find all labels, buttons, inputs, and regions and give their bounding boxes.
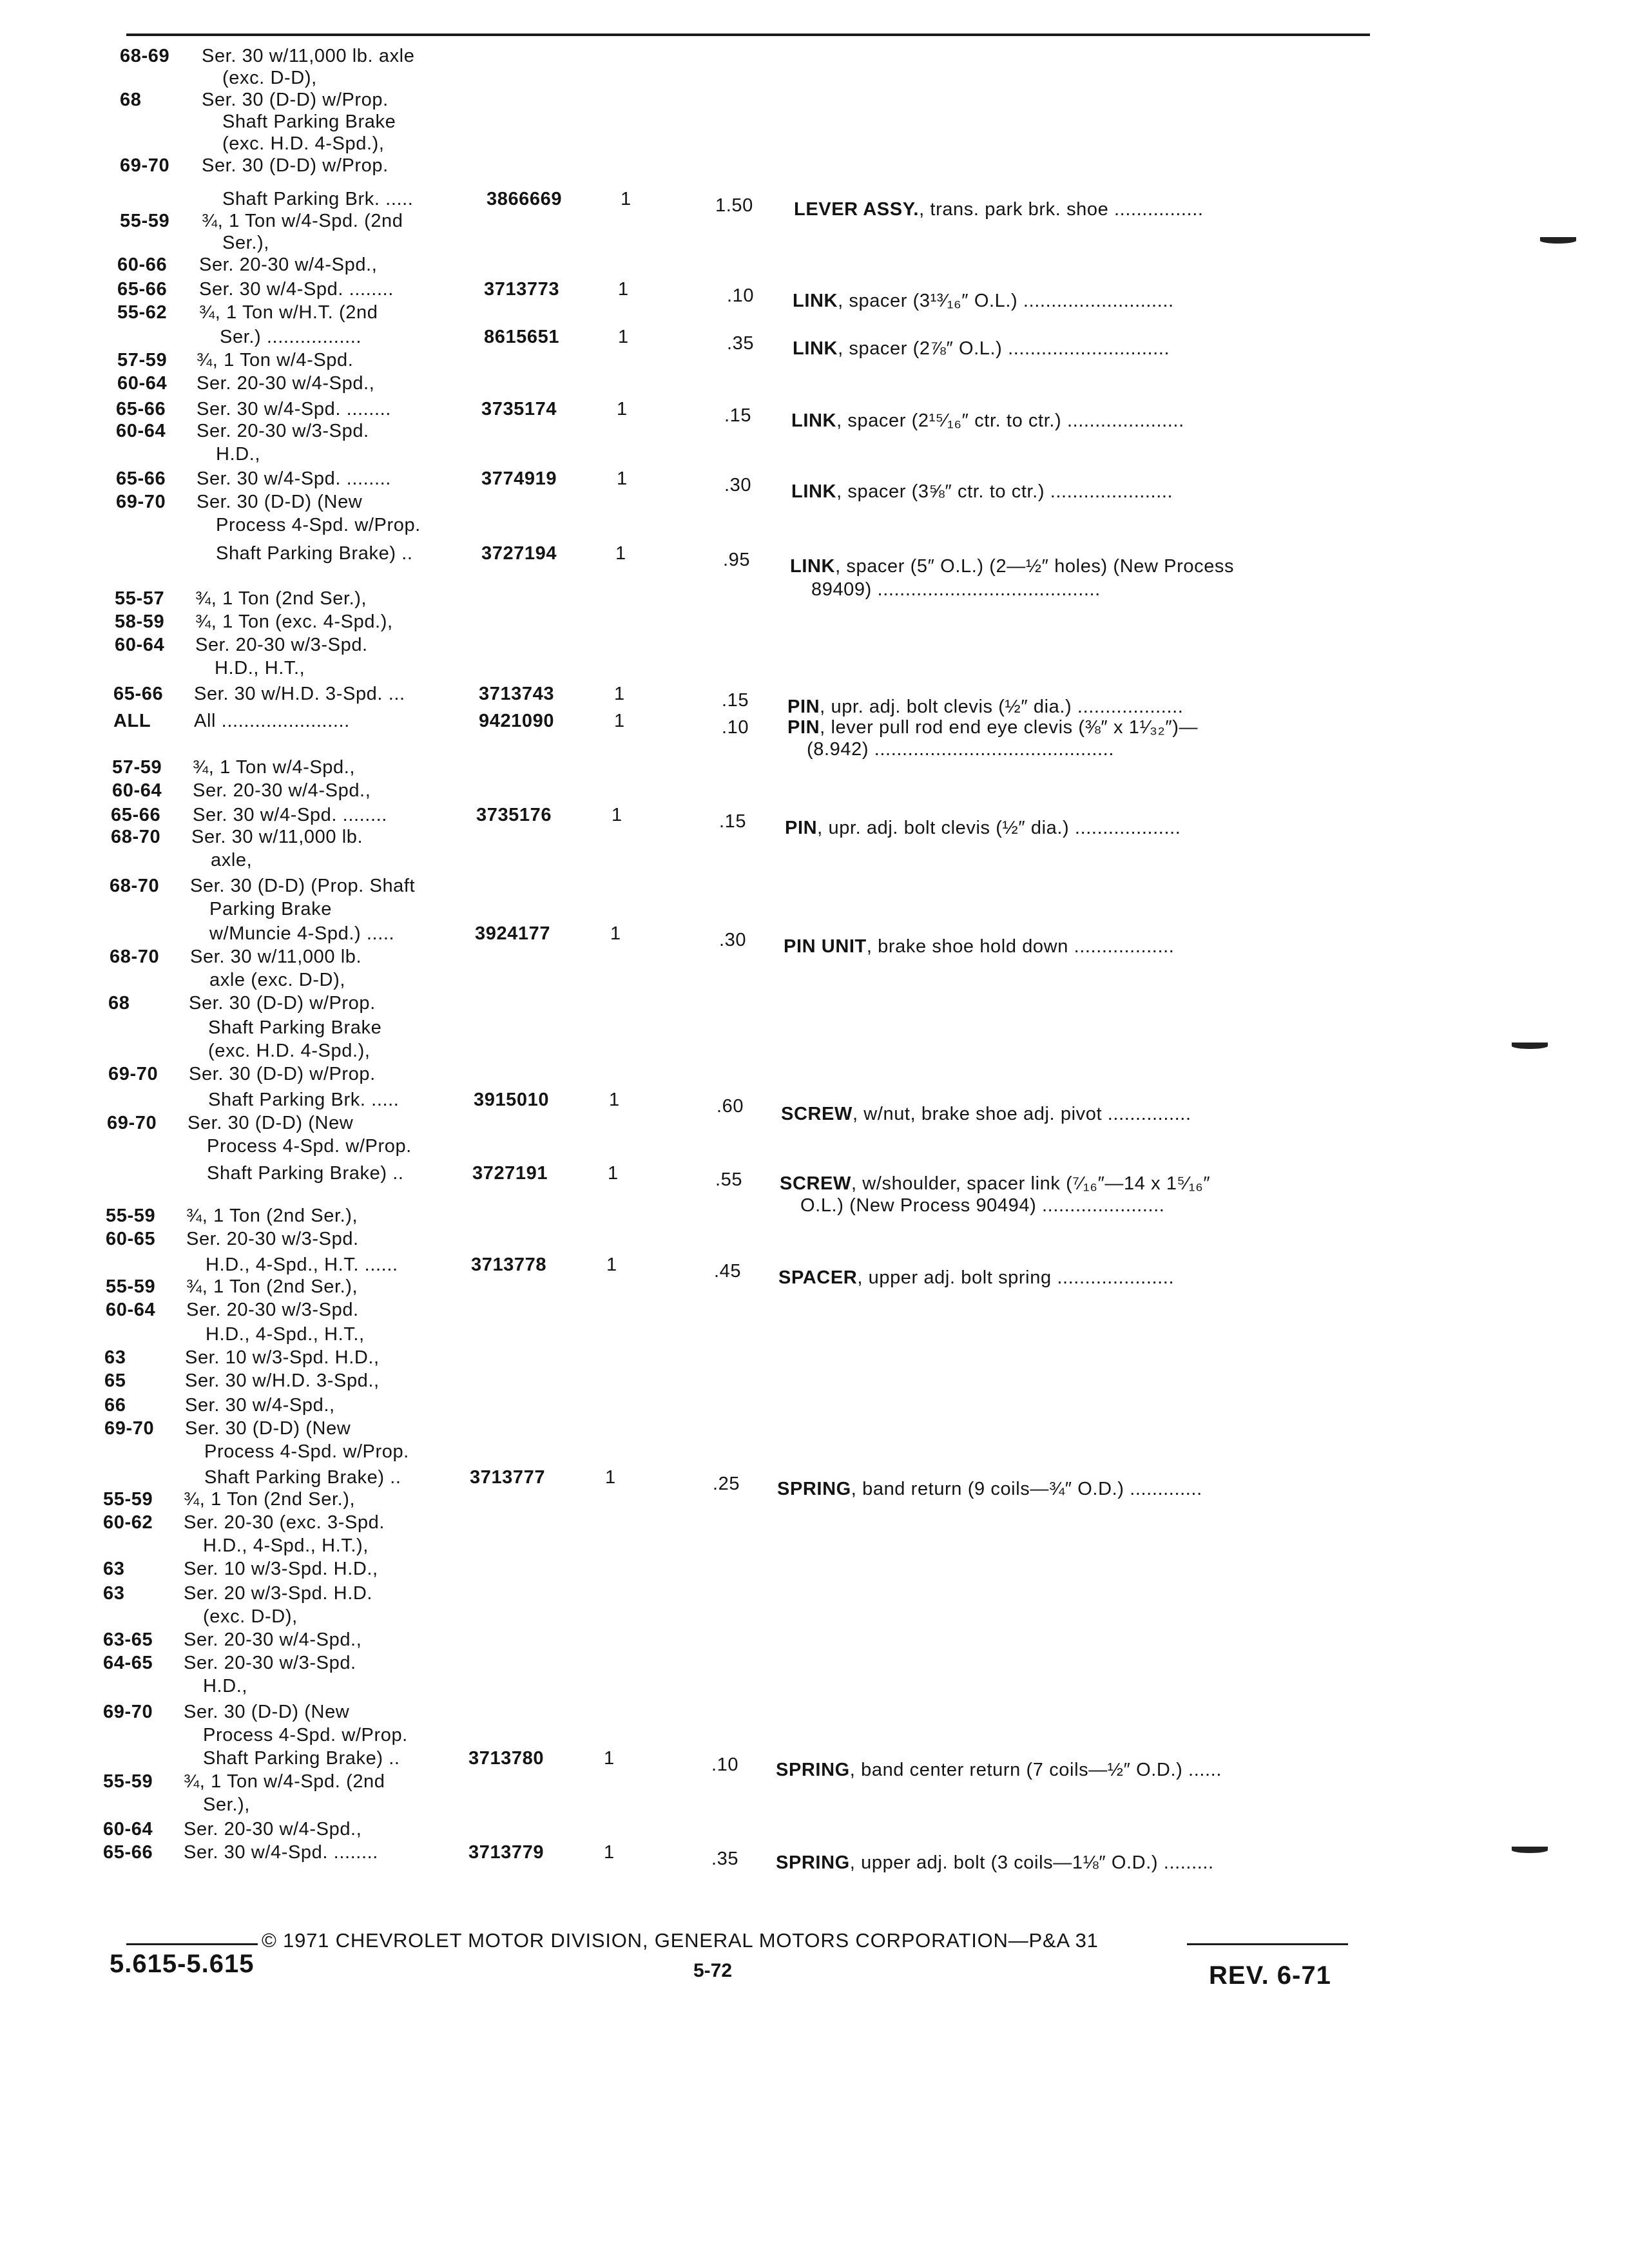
model-year: 68 xyxy=(120,90,142,110)
model-description: Ser. 10 w/3-Spd. H.D., xyxy=(185,1347,380,1368)
model-description: H.D., 4-Spd., H.T. ...... xyxy=(206,1254,398,1275)
model-description: Shaft Parking Brake) .. xyxy=(207,1163,404,1184)
part-name xyxy=(790,555,1234,577)
model-description: ¾, 1 Ton (2nd Ser.), xyxy=(184,1489,356,1510)
model-year: 63 xyxy=(103,1583,125,1604)
model-description: Ser. 30 (D-D) (New xyxy=(188,1113,354,1133)
model-year: 68-69 xyxy=(120,46,170,66)
part-name-description: , upper adj. bolt spring ..................... xyxy=(857,1267,1175,1288)
model-description: Process 4-Spd. w/Prop. xyxy=(203,1725,408,1745)
part-number: 3774919 xyxy=(481,468,557,489)
part-name xyxy=(785,817,1181,839)
model-year: 55-59 xyxy=(120,211,170,231)
model-year: 55-59 xyxy=(106,1206,156,1226)
quantity: 1 xyxy=(604,1748,615,1769)
model-description: Ser.), xyxy=(222,233,269,253)
part-name-description: , band center return (7 coils—½″ O.D.) ...... xyxy=(849,1760,1222,1780)
part-name-label: SPRING xyxy=(776,1852,850,1873)
model-description: Ser. 30 w/4-Spd. ........ xyxy=(197,468,391,489)
model-description: 89409) ........................................ xyxy=(811,579,1101,600)
part-name xyxy=(791,481,1173,503)
model-description: Shaft Parking Brake xyxy=(208,1017,382,1038)
model-year: 64-65 xyxy=(103,1653,153,1673)
model-year: 55-59 xyxy=(106,1276,156,1297)
model-description: O.L.) (New Process 90494) ...................... xyxy=(800,1195,1165,1216)
part-number: 3727194 xyxy=(481,543,557,564)
model-description: Ser. 30 (D-D) (Prop. Shaft xyxy=(190,876,416,896)
model-description: Shaft Parking Brake) .. xyxy=(203,1748,400,1769)
model-year: 55-59 xyxy=(103,1771,153,1792)
model-description: ¾, 1 Ton w/4-Spd., xyxy=(193,757,356,778)
model-year: 60-65 xyxy=(106,1229,156,1249)
model-year: 60-64 xyxy=(115,635,165,655)
quantity: 1 xyxy=(606,1254,617,1275)
quantity: 1 xyxy=(612,805,622,825)
model-year: 55-57 xyxy=(115,588,165,609)
model-year: 57-59 xyxy=(112,757,162,778)
model-description: Ser. 30 w/H.D. 3-Spd. ... xyxy=(194,684,405,704)
quantity: 1 xyxy=(614,684,625,704)
price: .30 xyxy=(724,475,752,495)
model-description: Ser. 30 (D-D) w/Prop. xyxy=(189,993,376,1014)
price: .35 xyxy=(727,333,755,354)
quantity: 1 xyxy=(614,711,625,731)
quantity: 1 xyxy=(617,399,628,419)
part-name-description: , w/shoulder, spacer link (⁷⁄₁₆″—14 x 1⁵⁄₁₆″ xyxy=(851,1173,1211,1194)
part-name-label: SCREW xyxy=(781,1104,853,1124)
model-year: 57-59 xyxy=(117,350,168,370)
model-year: 69-70 xyxy=(107,1113,157,1133)
model-description: Ser.) ................. xyxy=(220,327,362,347)
footer-rule-left xyxy=(126,1943,258,1945)
part-name xyxy=(777,1478,1202,1500)
model-description: Ser. 20-30 w/4-Spd., xyxy=(184,1629,362,1650)
quantity: 1 xyxy=(621,189,631,209)
model-description: Ser. 20-30 w/3-Spd. xyxy=(186,1300,359,1320)
model-year: 68-70 xyxy=(110,876,160,896)
margin-mark xyxy=(1540,237,1576,244)
model-description: Process 4-Spd. w/Prop. xyxy=(204,1441,409,1462)
part-number: 3713779 xyxy=(468,1842,545,1863)
price: .15 xyxy=(719,811,747,832)
price: .45 xyxy=(714,1261,742,1282)
model-description: Ser. 30 w/4-Spd. ........ xyxy=(193,805,387,825)
model-description: ¾, 1 Ton w/4-Spd. (2nd xyxy=(184,1771,385,1792)
price: .10 xyxy=(727,285,755,306)
model-description: (exc. H.D. 4-Spd.), xyxy=(222,133,385,154)
footer-page-number: 5-72 xyxy=(693,1960,733,1981)
model-year: 65-66 xyxy=(113,684,164,704)
footer-section-code: 5.615-5.615 xyxy=(110,1950,255,1978)
price: .30 xyxy=(719,930,747,950)
part-name-label: PIN xyxy=(787,717,820,738)
model-description: axle (exc. D-D), xyxy=(209,970,346,990)
part-name-description: , upper adj. bolt (3 coils—1⅛″ O.D.) ......... xyxy=(849,1852,1214,1873)
top-rule xyxy=(126,34,1370,36)
footer-revision: REV. 6-71 xyxy=(1209,1961,1331,1990)
model-year: 65-66 xyxy=(111,805,161,825)
part-name xyxy=(794,198,1204,220)
model-description: Ser. 30 w/4-Spd., xyxy=(185,1395,335,1416)
model-year: 69-70 xyxy=(120,155,170,176)
part-name-description: , spacer (3⅝″ ctr. to ctr.) ...................... xyxy=(836,481,1173,502)
model-description: Ser. 30 (D-D) (New xyxy=(184,1702,350,1722)
model-year: 68 xyxy=(108,993,130,1014)
model-description: Parking Brake xyxy=(209,899,332,919)
model-description: Ser. 30 w/4-Spd. ........ xyxy=(184,1842,378,1863)
model-year: 69-70 xyxy=(104,1418,155,1439)
model-description: Ser. 20 w/3-Spd. H.D. xyxy=(184,1583,373,1604)
model-description: Ser. 30 (D-D) (New xyxy=(197,492,363,512)
model-year: 69-70 xyxy=(103,1702,153,1722)
part-number: 3915010 xyxy=(474,1090,550,1110)
model-year: 69-70 xyxy=(108,1064,159,1084)
model-description: Ser. 30 w/11,000 lb. xyxy=(190,947,362,967)
model-description: Ser. 30 (D-D) w/Prop. xyxy=(202,155,389,176)
quantity: 1 xyxy=(610,923,621,944)
footer-copyright: © 1971 CHEVROLET MOTOR DIVISION, GENERAL MOTORS CORPORATION—P&A 31 xyxy=(262,1929,1099,1952)
price: .15 xyxy=(722,690,749,711)
model-description: H.D., xyxy=(203,1676,248,1696)
part-number: 3713778 xyxy=(471,1254,547,1275)
model-description: Ser. 30 w/11,000 lb. xyxy=(191,827,363,847)
model-description: w/Muncie 4-Spd.) ..... xyxy=(209,923,395,944)
model-year: 68-70 xyxy=(111,827,161,847)
model-year: 60-62 xyxy=(103,1512,153,1533)
model-year: 65-66 xyxy=(117,279,168,300)
model-description: Ser.), xyxy=(203,1794,250,1815)
model-year: 60-64 xyxy=(112,780,162,801)
model-description: Ser. 20-30 (exc. 3-Spd. xyxy=(184,1512,385,1533)
model-description: Process 4-Spd. w/Prop. xyxy=(216,515,421,535)
part-name-description: , upr. adj. bolt clevis (½″ dia.) ................... xyxy=(820,697,1184,717)
model-description: H.D., H.T., xyxy=(215,658,305,678)
model-description: Ser. 30 (D-D) (New xyxy=(185,1418,351,1439)
model-year: 65-66 xyxy=(116,468,166,489)
model-description: Process 4-Spd. w/Prop. xyxy=(207,1136,412,1157)
quantity: 1 xyxy=(617,468,628,489)
model-year: 58-59 xyxy=(115,611,165,632)
model-year: 55-62 xyxy=(117,302,168,323)
part-name-label: LINK xyxy=(793,291,838,311)
model-year: 60-64 xyxy=(116,421,166,441)
part-name-label: PIN UNIT xyxy=(784,936,867,957)
part-name-label: SPRING xyxy=(777,1479,851,1499)
part-name-label: LINK xyxy=(791,481,837,502)
model-year: 65 xyxy=(104,1370,126,1391)
part-name-label: LINK xyxy=(793,338,838,359)
price: .15 xyxy=(724,405,752,426)
part-name-description: , spacer (3¹³⁄₁₆″ O.L.) ........................... xyxy=(838,291,1174,311)
price: .55 xyxy=(715,1169,743,1190)
part-name xyxy=(791,410,1184,432)
price: .25 xyxy=(713,1474,740,1494)
model-description: H.D., 4-Spd., H.T., xyxy=(206,1324,365,1345)
model-description: ¾, 1 Ton w/4-Spd. xyxy=(197,350,354,370)
model-year: 69-70 xyxy=(116,492,166,512)
part-name xyxy=(793,290,1174,312)
part-number: 3713743 xyxy=(479,684,555,704)
model-description: Ser. 30 (D-D) w/Prop. xyxy=(202,90,389,110)
model-description: Ser. 30 w/11,000 lb. axle xyxy=(202,46,415,66)
model-description: (exc. D-D), xyxy=(222,68,317,88)
model-year: 60-66 xyxy=(117,255,168,275)
quantity: 1 xyxy=(618,327,629,347)
model-year: 66 xyxy=(104,1395,126,1416)
part-number: 3713773 xyxy=(484,279,560,300)
part-name-label: LEVER ASSY. xyxy=(794,199,920,220)
part-number: 3713777 xyxy=(470,1467,546,1488)
part-name xyxy=(781,1103,1191,1125)
model-description: Shaft Parking Brake xyxy=(222,111,396,132)
model-description: All ....................... xyxy=(194,711,350,731)
model-year: ALL xyxy=(113,711,151,731)
model-description: Ser. 20-30 w/4-Spd., xyxy=(197,373,375,394)
model-description: Ser. 30 w/4-Spd. ........ xyxy=(199,279,394,300)
model-description: axle, xyxy=(211,850,253,870)
part-name-label: LINK xyxy=(790,556,836,577)
price: .10 xyxy=(722,717,749,738)
model-description: Ser. 20-30 w/3-Spd. xyxy=(184,1653,356,1673)
footer-rule-right xyxy=(1187,1943,1348,1945)
part-number: 9421090 xyxy=(479,711,555,731)
model-description: Shaft Parking Brake) .. xyxy=(216,543,413,564)
part-name-description: , spacer (5″ O.L.) (2—½″ holes) (New Process xyxy=(835,556,1235,577)
quantity: 1 xyxy=(608,1163,619,1184)
model-description: H.D., xyxy=(216,444,261,465)
model-description: Ser. 20-30 w/3-Spd. xyxy=(195,635,368,655)
margin-mark xyxy=(1512,1847,1548,1853)
part-name xyxy=(776,1852,1214,1874)
part-name-label: PIN xyxy=(785,818,818,838)
part-name-description: , band return (9 coils—¾″ O.D.) ............. xyxy=(851,1479,1202,1499)
part-name-description: , spacer (2¹⁵⁄₁₆″ ctr. to ctr.) ..................... xyxy=(836,410,1184,431)
part-name xyxy=(778,1267,1174,1289)
model-description: Ser. 20-30 w/3-Spd. xyxy=(186,1229,359,1249)
part-number: 3924177 xyxy=(475,923,551,944)
quantity: 1 xyxy=(605,1467,616,1488)
model-year: 63 xyxy=(104,1347,126,1368)
model-description: ¾, 1 Ton (2nd Ser.), xyxy=(195,588,367,609)
price: .60 xyxy=(717,1096,744,1117)
model-year: 65-66 xyxy=(116,399,166,419)
model-description: ¾, 1 Ton (2nd Ser.), xyxy=(186,1276,358,1297)
model-description: H.D., 4-Spd., H.T.), xyxy=(203,1535,369,1556)
part-name-description: , spacer (2⅞″ O.L.) ............................. xyxy=(838,338,1170,359)
price: .35 xyxy=(711,1849,739,1869)
part-number: 3735174 xyxy=(481,399,557,419)
model-description: Shaft Parking Brk. ..... xyxy=(222,189,414,209)
model-year: 60-64 xyxy=(117,373,168,394)
model-description: ¾, 1 Ton (2nd Ser.), xyxy=(186,1206,358,1226)
part-number: 3713780 xyxy=(468,1748,545,1769)
model-year: 60-64 xyxy=(103,1819,153,1840)
quantity: 1 xyxy=(609,1090,620,1110)
model-description: ¾, 1 Ton w/H.T. (2nd xyxy=(199,302,378,323)
part-number: 3735176 xyxy=(476,805,552,825)
part-name xyxy=(793,338,1170,360)
model-description: Ser. 30 (D-D) w/Prop. xyxy=(189,1064,376,1084)
model-year: 63-65 xyxy=(103,1629,153,1650)
margin-mark xyxy=(1512,1043,1548,1049)
part-name xyxy=(780,1173,1210,1195)
part-name-description: , w/nut, brake shoe adj. pivot ............... xyxy=(852,1104,1191,1124)
price: 1.50 xyxy=(715,195,753,216)
part-name-label: SPRING xyxy=(776,1760,850,1780)
part-name-label: SPACER xyxy=(778,1267,858,1288)
model-description: Ser. 20-30 w/4-Spd., xyxy=(199,255,378,275)
part-number: 3727191 xyxy=(472,1163,548,1184)
quantity: 1 xyxy=(618,279,629,300)
model-description: (exc. H.D. 4-Spd.), xyxy=(208,1041,371,1061)
part-name xyxy=(787,696,1183,718)
model-description: Ser. 30 w/H.D. 3-Spd., xyxy=(185,1370,380,1391)
part-name-label: SCREW xyxy=(780,1173,851,1194)
model-description: (8.942) ........................................... xyxy=(807,739,1114,760)
model-description: Ser. 20-30 w/3-Spd. xyxy=(197,421,369,441)
model-year: 68-70 xyxy=(110,947,160,967)
model-year: 55-59 xyxy=(103,1489,153,1510)
part-name-description: , trans. park brk. shoe ................ xyxy=(919,199,1204,220)
model-description: Shaft Parking Brk. ..... xyxy=(208,1090,400,1110)
price: .10 xyxy=(711,1754,739,1775)
part-name-label: LINK xyxy=(791,410,837,431)
model-year: 63 xyxy=(103,1559,125,1579)
part-name-description: , lever pull rod end eye clevis (⅜″ x 1¹⁄₃₂″)— xyxy=(820,717,1199,738)
quantity: 1 xyxy=(615,543,626,564)
model-description: Shaft Parking Brake) .. xyxy=(204,1467,401,1488)
model-description: Ser. 20-30 w/4-Spd., xyxy=(193,780,371,801)
quantity: 1 xyxy=(604,1842,615,1863)
model-description: Ser. 10 w/3-Spd. H.D., xyxy=(184,1559,378,1579)
part-name xyxy=(787,716,1198,738)
price: .95 xyxy=(723,550,751,570)
model-description: Ser. 30 w/4-Spd. ........ xyxy=(197,399,391,419)
part-name-description: , upr. adj. bolt clevis (½″ dia.) ................... xyxy=(817,818,1181,838)
model-description: (exc. D-D), xyxy=(203,1606,298,1627)
part-name xyxy=(776,1759,1222,1781)
part-name xyxy=(784,936,1174,957)
model-description: ¾, 1 Ton (exc. 4-Spd.), xyxy=(195,611,393,632)
part-number: 3866669 xyxy=(487,189,563,209)
model-year: 60-64 xyxy=(106,1300,156,1320)
part-name-label: PIN xyxy=(787,697,820,717)
model-year: 65-66 xyxy=(103,1842,153,1863)
model-description: ¾, 1 Ton w/4-Spd. (2nd xyxy=(202,211,403,231)
model-description: Ser. 20-30 w/4-Spd., xyxy=(184,1819,362,1840)
part-name-description: , brake shoe hold down .................. xyxy=(866,936,1175,957)
part-number: 8615651 xyxy=(484,327,560,347)
